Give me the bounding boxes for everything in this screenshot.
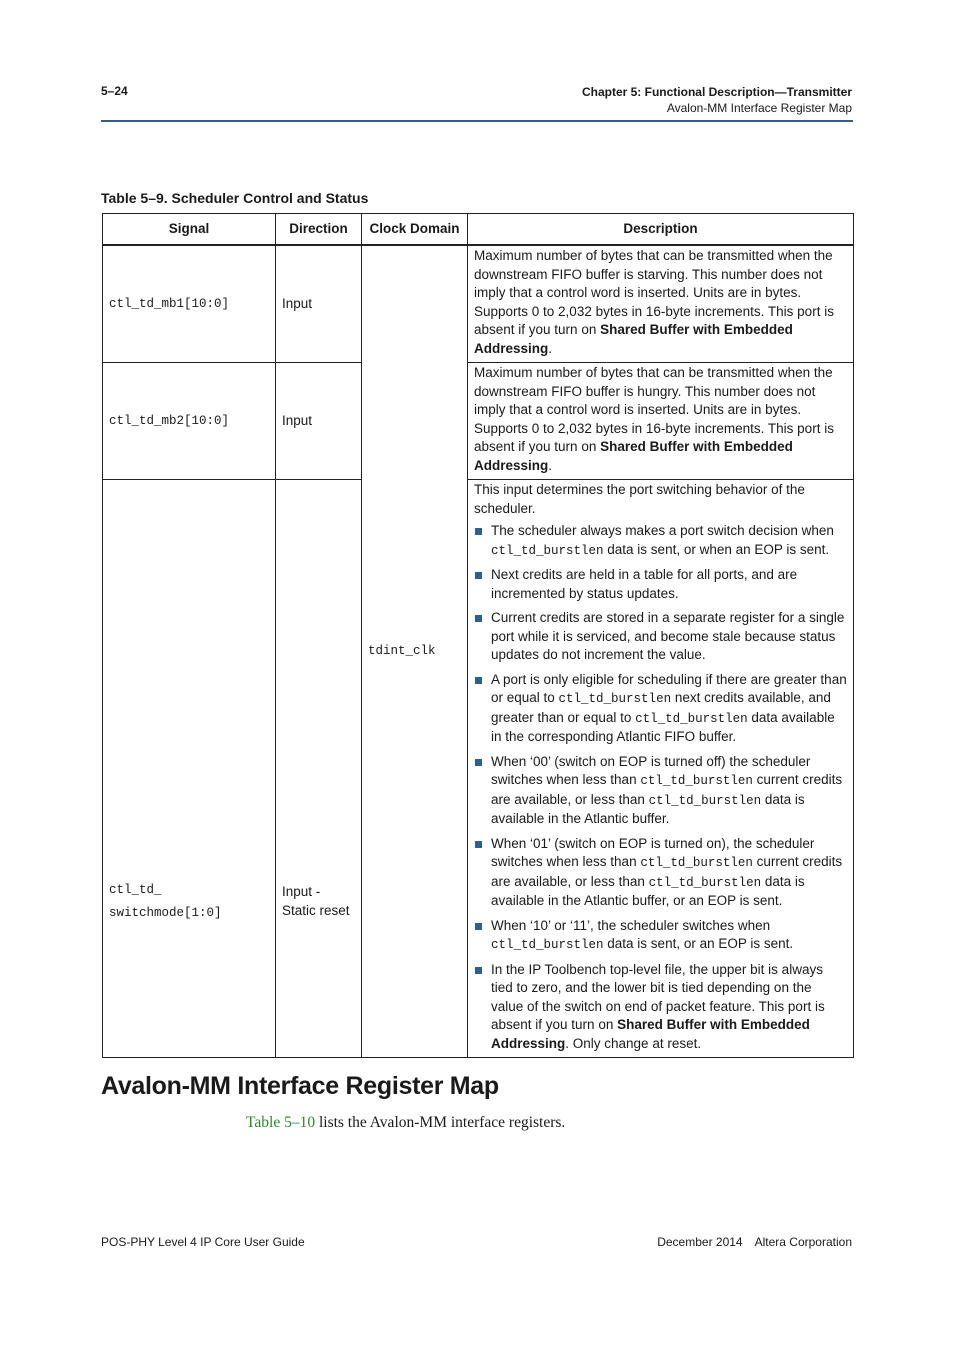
bullet-square-icon [475,572,482,579]
bullet-square-icon [475,759,482,766]
bullet-text: Next credits are held in a table for all ports, and are incremented by status updates. [491,567,798,601]
bullet-text: A port is only eligible for scheduling if there are greater than or equal to [491,671,847,705]
section-body [246,1114,565,1132]
bullet-text: next credits available, and greater than or equal to [491,690,831,725]
bullet-text: When ‘00’ (switch on EOP is turned off) the scheduler switches when less than [491,753,811,787]
bullet-square-icon [475,615,482,622]
bullet-text: data is sent, or when an EOP is sent. [603,541,830,557]
direction-cell: Input [276,363,362,480]
table-row [103,480,854,1058]
signal-line: switchmode[1:0] [109,906,222,920]
description-cell [468,245,854,363]
code-text: ctl_td_burstlen [491,543,604,558]
bullet-text: current credits are available, or less than [491,772,843,807]
bullet-square-icon [475,528,482,535]
code-text: ctl_td_burstlen [635,711,748,726]
section-heading: Avalon-MM Interface Register Map [101,1072,499,1100]
code-text: ctl_td_burstlen [640,774,753,788]
code-text: ctl_td_burstlen [648,875,762,890]
bullet-text: Current credits are stored in a separate register for a single port while it is serviced, and become stale because status updates do not increment the value. [491,610,845,662]
code-text: ctl_td_burstlen [491,938,604,952]
table-row [103,245,854,363]
bullet-text: . Only change at reset. [565,1035,702,1051]
signal-cell: ctl_td_mb1[10:0] [103,245,276,363]
list-item [474,522,847,560]
running-header [582,84,852,116]
footer-guide-title: POS-PHY Level 4 IP Core User Guide [101,1235,305,1249]
code-text: ctl_td_burstlen [558,692,672,706]
bullet-square-icon [475,923,482,930]
clock-domain-cell: tdint_clk [362,245,468,1058]
description-text: Maximum number of bytes that can be transmitted when the downstream FIFO buffer is hungry. This number does not imply that a control word is inserted. Units are in bytes. Supports 0 to 2,032 bytes in 16-byte increments. This port is absent if you turn on [474,365,834,454]
list-item [474,917,847,955]
signal-cell: ctl_td_mb2[10:0] [103,363,276,480]
list-item [474,835,847,911]
chapter-title: Chapter 5: Functional Description—Transmitter [581,85,852,99]
list-item [474,753,847,829]
code-text: ctl_td_burstlen [648,793,762,808]
description-bold: Shared Buffer with Embedded Addressing [474,439,793,473]
bullet-text: The scheduler always makes a port switch decision when [491,523,834,538]
bullet-text: data is sent, or an EOP is sent. [603,936,794,951]
col-header-signal: Signal [103,214,276,246]
bullet-square-icon [475,967,482,974]
body-text: lists the Avalon-MM interface registers. [315,1114,566,1131]
footer-company: Altera Corporation [754,1235,852,1249]
col-header-direction: Direction [276,214,362,246]
code-text: ctl_td_burstlen [640,856,753,870]
scheduler-table [102,213,854,1058]
col-header-description: Description [468,214,854,246]
header-rule [101,120,853,122]
bullet-square-icon [475,677,482,684]
bullet-text: When ‘01’ (switch on EOP is turned on), the scheduler switches when less than [491,835,815,869]
list-item [474,671,847,747]
description-end: . [548,340,553,356]
bullet-text: data is available in the Atlantic buffer, or an EOP is sent. [491,873,805,908]
list-item [474,961,847,1054]
description-bold: Shared Buffer with Embedded Addressing [474,322,793,356]
direction-cell: Input [276,245,362,363]
bullet-text: current credits are available, or less than [491,854,843,889]
bullet-bold: Shared Buffer with Embedded Addressing [491,1017,810,1051]
footer-date: December 2014 [657,1235,743,1249]
bullet-text: When ‘10’ or ‘11’, the scheduler switches when [491,917,771,933]
list-item [474,609,847,665]
signal-cell [103,480,276,1058]
bullet-text: In the IP Toolbench top-level file, the upper bit is always tied to zero, and the lower bit is tied depending on the value of the switch on end of packet feature. This port is absent if you turn on [491,961,825,1032]
table-header-row [103,214,854,246]
table-row [103,363,854,480]
signal-line: ctl_td_ [109,882,162,897]
description-end: . [548,457,553,473]
table-reference-link[interactable]: Table 5–10 [246,1114,316,1131]
description-cell [468,363,854,480]
description-cell [468,480,854,1058]
direction-line: Static reset [282,902,350,918]
bullet-list [474,522,847,1053]
bullet-text: data is available in the Atlantic buffer. [491,791,805,826]
direction-line: Input - [282,884,321,899]
bullet-text: data available in the corresponding Atlantic FIFO buffer. [491,709,835,744]
footer-right [657,1235,852,1249]
table-caption: Table 5–9. Scheduler Control and Status [101,190,369,206]
description-text: Maximum number of bytes that can be transmitted when the downstream FIFO buffer is starving. This number does not imply that a control word is inserted. Units are in bytes. Supports 0 to 2,032 bytes in 16-byte increments. This port is absent if you turn on [474,248,834,337]
description-intro: This input determines the port switching behavior of the scheduler. [474,482,805,516]
section-title-header: Avalon-MM Interface Register Map [666,101,852,115]
page-number: 5–24 [101,84,128,98]
list-item [474,566,847,603]
bullet-square-icon [475,841,482,848]
direction-cell [276,480,362,1058]
col-header-clock-domain: Clock Domain [362,214,468,246]
